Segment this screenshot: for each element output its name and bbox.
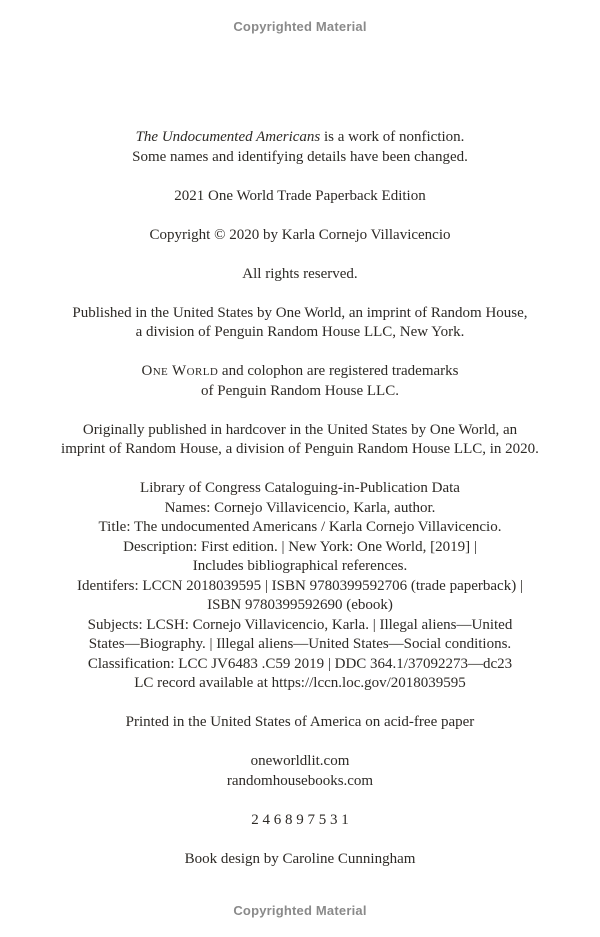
cip-line-subjects-2: States—Biography. | Illegal aliens—United States—Social conditions. [88, 636, 512, 652]
cip-line-title: Title: The undocumented Americans / Karla Cornejo Villavicencio. [98, 519, 502, 535]
one-world-smallcaps: One World [141, 363, 219, 379]
cip-line-classification: Classification: LCC JV6483 .C59 2019 | DDC 364.1/37092273—dc23 [87, 655, 513, 672]
trademark-statement [0, 362, 600, 401]
publisher-line-2: a division of Penguin Random House LLC, New York. [135, 324, 465, 340]
cip-line-heading: Library of Congress Cataloguing-in-Publication Data [140, 480, 460, 496]
copyrighted-material-watermark-top: Copyrighted Material [233, 19, 367, 34]
trademark-line-2: of Penguin Random House LLC. [201, 382, 399, 399]
publisher-websites [0, 752, 600, 791]
nonfiction-line-1-rest: is a work of nonfiction. [320, 129, 465, 145]
book-title-italic: The Undocumented Americans [135, 129, 321, 145]
website-randomhousebooks: randomhousebooks.com [226, 772, 374, 789]
cip-line-isbn-ebook: ISBN 9780399592690 (ebook) [207, 597, 393, 613]
cip-line-lc-record: LC record available at https://lccn.loc.gov/2018039595 [134, 675, 466, 691]
cip-line-identifiers: Identifers: LCCN 2018039595 | ISBN 9780399592706 (trade paperback) | [77, 577, 523, 594]
printers-key: 2 4 6 8 9 7 5 3 1 [251, 811, 349, 828]
cip-data-block [0, 479, 600, 694]
nonfiction-line-2: Some names and identifying details have been changed. [132, 148, 468, 165]
rights-statement: All rights reserved. [242, 265, 358, 282]
publisher-line-1: Published in the United States by One World, an imprint of Random House, [72, 304, 528, 321]
original-publication-line-2: imprint of Random House, a division of Penguin Random House LLC, in 2020. [61, 441, 539, 457]
printed-statement: Printed in the United States of America on acid-free paper [125, 714, 475, 730]
original-publication-line-1: Originally published in hardcover in the United States by One World, an [82, 421, 518, 438]
copyright-statement: Copyright © 2020 by Karla Cornejo Villavicencio [149, 226, 451, 243]
copyright-text-block [0, 128, 600, 889]
nonfiction-disclaimer [0, 128, 600, 167]
trademark-line-1-rest: and colophon are registered trademarks [218, 363, 459, 379]
trademark-line-1 [0, 362, 600, 382]
cip-line-names: Names: Cornejo Villavicencio, Karla, author. [164, 499, 436, 516]
publisher-statement [0, 304, 600, 343]
book-design-credit: Book design by Caroline Cunningham [184, 850, 416, 867]
website-oneworldlit: oneworldlit.com [250, 753, 350, 769]
edition-statement: 2021 One World Trade Paperback Edition [174, 187, 426, 204]
cip-line-subjects-1: Subjects: LCSH: Cornejo Villavicencio, Karla. | Illegal aliens—United [87, 616, 513, 633]
nonfiction-line-1 [0, 128, 600, 148]
original-publication-statement [0, 421, 600, 460]
copyrighted-material-watermark-bottom: Copyrighted Material [233, 903, 367, 918]
cip-line-references: Includes bibliographical references. [192, 558, 408, 574]
cip-line-description: Description: First edition. | New York: One World, [2019] | [123, 538, 477, 555]
